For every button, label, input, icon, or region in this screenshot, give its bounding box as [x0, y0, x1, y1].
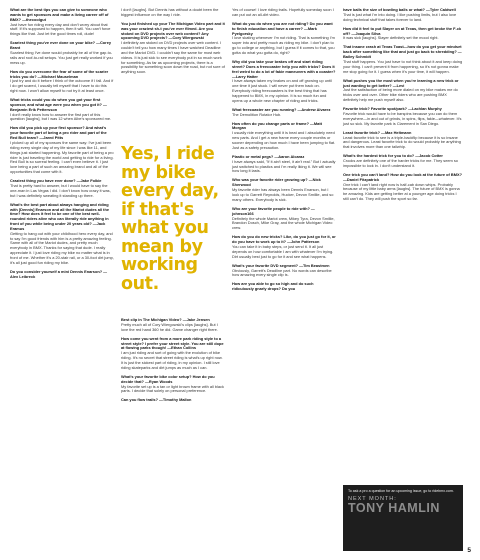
qa-item [232, 264, 336, 279]
qa-item [10, 270, 114, 280]
qa-item [343, 27, 463, 42]
question: What freecoaster are you running? —Andrew Alvarez [232, 106, 331, 112]
qa-item [10, 41, 114, 65]
answer: You can take it in baby steps, or just send it. It all just depends on how comfortable I am with whatever I'm trying. Dirt usually best just to go for it and see what happens. [232, 243, 334, 259]
answer: Scariest thing I've done would probably be all of the gap-to-rails and roof-to-rail setups. You just get really worked if you mess up. [10, 49, 113, 65]
answer: That stuff happens. You just have to not think about it and keep doing your thing. I can't prevent it from happening, so it's not gonna make me stop going for it. I guess when it's your time, it will happen. [343, 58, 463, 74]
question: Do you consider yourself a mini Dennis Enarson? —Alex Leibreck [10, 268, 108, 279]
qa-item [343, 173, 463, 202]
answer: Crooks are definitely one of the harder tricks for me. They seem so impossible to lock in. I don't understand it. [343, 158, 458, 168]
question: How are you able to go so high and do such ridiculously gnarly drops? Do you [232, 281, 314, 292]
answer: That is pretty hard to answer, but I would have to say the one-man in Las Vegas I did. I don't know how crazy it was, but I was definitely sweating it standing up there. [10, 182, 111, 198]
answer: That is just what I'm into doing. I like pushing limits, but I also love doing technical stuff that takes forever to land. [343, 11, 457, 22]
promo-next-label: NEXT MONTH: [348, 496, 397, 503]
qa-item [10, 70, 114, 94]
answer: I just try and do it before I think of the outcome if I fall. And if I do get scared, I usually tell myself that I have to do this right now. I won't allow myself to not try it at least once. [10, 78, 114, 94]
answer: I usually ride everything until it is beat and I absolutely need new parts. And I get a new frame every couple months or sooner depending on how much I have been jumping to flat. Just as a safety precaution. [232, 130, 336, 150]
answer: Least favorite trick to see is a triple-backflip because it is so insane and dangerous. Least favorite trick to do would probably be anything that involves more than one tailwhip. [343, 134, 461, 150]
qa-item [232, 22, 336, 56]
answer: One trick I can't land right now is half-cab down whips. Probably because of my little baby arms [laughs]. The future of BMX is gonna be amazing. Kids are getting better at a younger age doing tricks I still can't do. They will push the sport so far. [343, 181, 460, 202]
question: What's your favorite bike color setup? How do you decide that? —Ryan Woods [121, 373, 215, 384]
answer: Getting to hang out with your childhood hero every day, and to say I'm good friends with him is a pretty amazing feeling. Same with all of the Mariot dudes, and pretty much everybody in BMX. Thanks for saying that dude. I really appreciate it. I just love riding my bike no matter what is in front of me. Whether it's a 20-stair rail, or a 30-foot dirt jump, it's all just good fun riding my bike. [10, 230, 114, 265]
question: What do you do when you are not riding? Do you want to finish education and have a career? —Mark Pyelgorsky [232, 20, 333, 36]
qa-item [232, 60, 336, 104]
answer: Yes of course! I love riding trails. Hopefully someday soon I can put out an all-dirt video. [232, 7, 334, 17]
qa-item [121, 398, 225, 403]
qa-item [343, 131, 463, 150]
question: Can you flow trails? —Timothy Mallon [121, 397, 192, 403]
qa-item [343, 45, 463, 74]
qa-item [232, 8, 336, 18]
pull-quote: Yes, I ride my bike every day, if that's what you mean by working out. [121, 144, 219, 294]
question: Scariest thing you've ever done on your bike? —Corey Brant [10, 40, 112, 51]
qa-item [10, 179, 114, 198]
question: What's the hardest trick for you to do? —Jacob Cotter [343, 153, 443, 159]
qa-item [121, 22, 225, 75]
qa-item [121, 375, 225, 394]
question: What tricks could you do when you got your first sponsor, and what age were you when you got it? —Benjamin Erik Pettersson [10, 97, 107, 112]
qa-item [10, 8, 114, 37]
question: have balls the size of bowling balls or what? —Tyler Caldwell [343, 7, 456, 12]
answer: The Demolition Rotator Hub. [232, 111, 282, 117]
question: Least favorite trick? —Max Heltmann [343, 129, 412, 135]
answer: I have always said, "If it ain't steel, it ain't real." But I actually just switched to plastics and I'm really liking it. We will see how long it lasts. [232, 158, 336, 174]
question: Why did you take your brakes off and start riding street? Does a freecoaster help you with tricks? Does it feel weird to do a lot of fakie maneuvers with a coaster? —Larry Hatter [232, 58, 336, 79]
question: What's your favorite DVD segment? —Tim Beastmen [232, 262, 330, 268]
column-4 [343, 8, 463, 206]
question: Who was your favorite rider growing up? —Nick Sherwood [232, 177, 321, 188]
question: What are the best tips you can give to someone who wants to get sponsors and make a living career off of BMX? —thecoolgut [10, 7, 109, 22]
column-2-lower [121, 318, 225, 407]
qa-item [232, 122, 336, 151]
page-number: 5 [467, 547, 471, 554]
answer: Pretty much all of Cory Wiergowski's clips [laughs]. But I love the red hand 360 he did. Game changer right there. [121, 321, 218, 332]
qa-item [10, 98, 114, 122]
question: What's the best part about always hanging and riding with [Dennis] Enarson and all the Mariot dudes all the time? How does it feel to be one of the best well-rounded riders alive who can literally ride anything in front of you while being under 20 years old? —Jack Eramus [10, 201, 110, 231]
question: One trick you can't land? How do you look at the future of BMX? —Daniel Fitzpatrick [343, 171, 462, 182]
qa-item [232, 235, 336, 259]
question: Who are your favorite people to ride with? —johnson166 [232, 205, 315, 216]
answer: Favorite trick would have to be barspins because you can do them everywhere—in and out of grinds, in spins, flips, fakie—whatever. It's just so sick. My favorite park is Clarement in San Diego. [343, 110, 462, 126]
question: What pushes you the most when you're learning a new trick or just wanting to get better? —Levi [343, 77, 459, 88]
question: How do you overcome the fear of some of the scarier tricks you do? —Michael Mauselman [10, 68, 109, 79]
answer: I picked up all of my sponsors the same way: I've just been riding every single day of my life since I was like 11, and things just started happening. My favorite part of being a pro rider is just traveling the world and getting to ride for a living. Red Bull is so surreal feeling. I can't even believe it. I just love being a part of such an amazing brand and all of the opportunities that come with it. [10, 140, 114, 175]
question: Best clip in The Michigan Video? —Jake Jensen [121, 317, 210, 322]
qa-item [10, 203, 114, 266]
question: Plastic or metal pegs? —Aaron Alcaraz [232, 153, 305, 159]
question: Craziest thing you have ever done? —Jake Folkie [10, 178, 102, 184]
question: You just finished up your The Michigan Video part and it was your craziest sh-t you've ever filmed. Are you stoked on DVD projects over web content? Any upcoming DVD projects? —Cory Wiergowski [121, 20, 225, 41]
answer: I don't really know how to answer the first part of this question [laughs], but I was 12 when Albe's sponsored me. [10, 111, 112, 122]
answer: My favorite set up is a tan or light brown frame with all black parts. I decide that solely on personal preference. [121, 383, 224, 394]
answer: Just have fun riding every day and don't worry about that stuff. If it's supposed to happen, then it will. You can't force things like that. Just let the good times roll, dude! [10, 21, 111, 37]
answer: I definitely am stoked on DVD projects over web content. I couldn't tell you how many times I have watched Deadline and the Mariot DVD. I couldn't say the same for most web videos. It is just sick to see everybody put in so much work for something. As far as upcoming projects, there is a possibility for something soon down the road, but not sure of anything soon. [121, 40, 225, 75]
promo-name: TONY HAMLIN [348, 501, 440, 516]
qa-item [232, 155, 336, 174]
question: How did you pick up your first sponsor? And what's your favorite part of being a pro rider and part of the Red Bull team? —Jared Pitts [10, 125, 107, 141]
question: That insane crash at Texas Toast—how do you get your mindset back after something like that and just go back to shredding? —Bailey Schmidt [343, 44, 462, 60]
qa-item [121, 8, 225, 18]
qa-item [343, 8, 463, 23]
qa-item [343, 154, 463, 169]
column-3 [232, 8, 336, 296]
qa-item [121, 318, 225, 333]
answer: It was sick [laughs]. Slayer definitely set the mood right. [343, 35, 439, 41]
question: How do you do new tricks? Like, do you just go for it, or do you have to work up to it? —John Patterson [232, 234, 336, 245]
qa-item [232, 108, 336, 118]
qa-item [343, 107, 463, 126]
qa-item [232, 178, 336, 202]
answer: I have always taken my brakes on and off growing up until one time it just stuck. I will never put them back on. Everybody riding freecoasters is the best thing that has happened to BMX, in my opinion. It is so much fun and opens up a whole new chapter of riding and tricks. [232, 78, 332, 103]
answer: My favorite rider has always been Dennis Enarson, but I look up to Garrett Reynolds, Hucker, Devon Smillie, and so many others. Everybody is sick. [232, 187, 334, 202]
qa-item [10, 126, 114, 174]
answer: Definitely the whole Mariot crew, Mikey Tyra, Devon Smillie, Brandon Dosch, Mike Gray, and the whole Michigan Video crew. [232, 215, 335, 231]
answer: I am just riding and sort of going with the evolution of bike riding. It's no secret that street riding is what's up right now. It is just the sickest part of riding, in my opinion. I still love riding skateparks and dirt jumps as much as I can. [121, 350, 223, 370]
qa-item [232, 207, 336, 231]
question: How come you went from a more park riding style to a street style? I prefer your street style. You are still dope at flowing parks though! —Ethan Collins [121, 335, 224, 351]
column-1 [10, 8, 114, 284]
answer: I don't [laughs]. But Dennis has without a doubt been the biggest influence on the way I ride. [121, 7, 219, 17]
qa-item [232, 282, 336, 292]
next-month-promo [343, 485, 463, 551]
question: Favorite trick? Favorite spot/park? —Lachlan Murphy [343, 106, 442, 112]
answer: I love skating whenever I'm not riding. That is something I'm super into and pretty much as riding my bike. I don't plan to go to college or anything, but I guess if it comes to that, you gotta do what you gotta do, right? [232, 35, 335, 55]
answer: Obviously, Garrett's Deadline part. No words can describe how amazing every single clip is. [232, 267, 332, 278]
qa-item [121, 337, 225, 371]
question: How did it feel to put Slayer on at Texas, then get broke the F-ck off? —Joaquin Silva [343, 25, 462, 36]
question: How often do you change parts or frame? —Matt Morgan [232, 120, 322, 131]
column-2-upper [121, 8, 225, 79]
answer: Just the satisfaction of being more dialed on my bike makes me do tricks over and over. Other bike riders who are pushing BMX definitely help me push myself also. [343, 87, 458, 103]
qa-item [343, 79, 463, 103]
promo-text: To ask a pro a question for an upcoming issue, go to ridebmx.com. [348, 489, 454, 493]
